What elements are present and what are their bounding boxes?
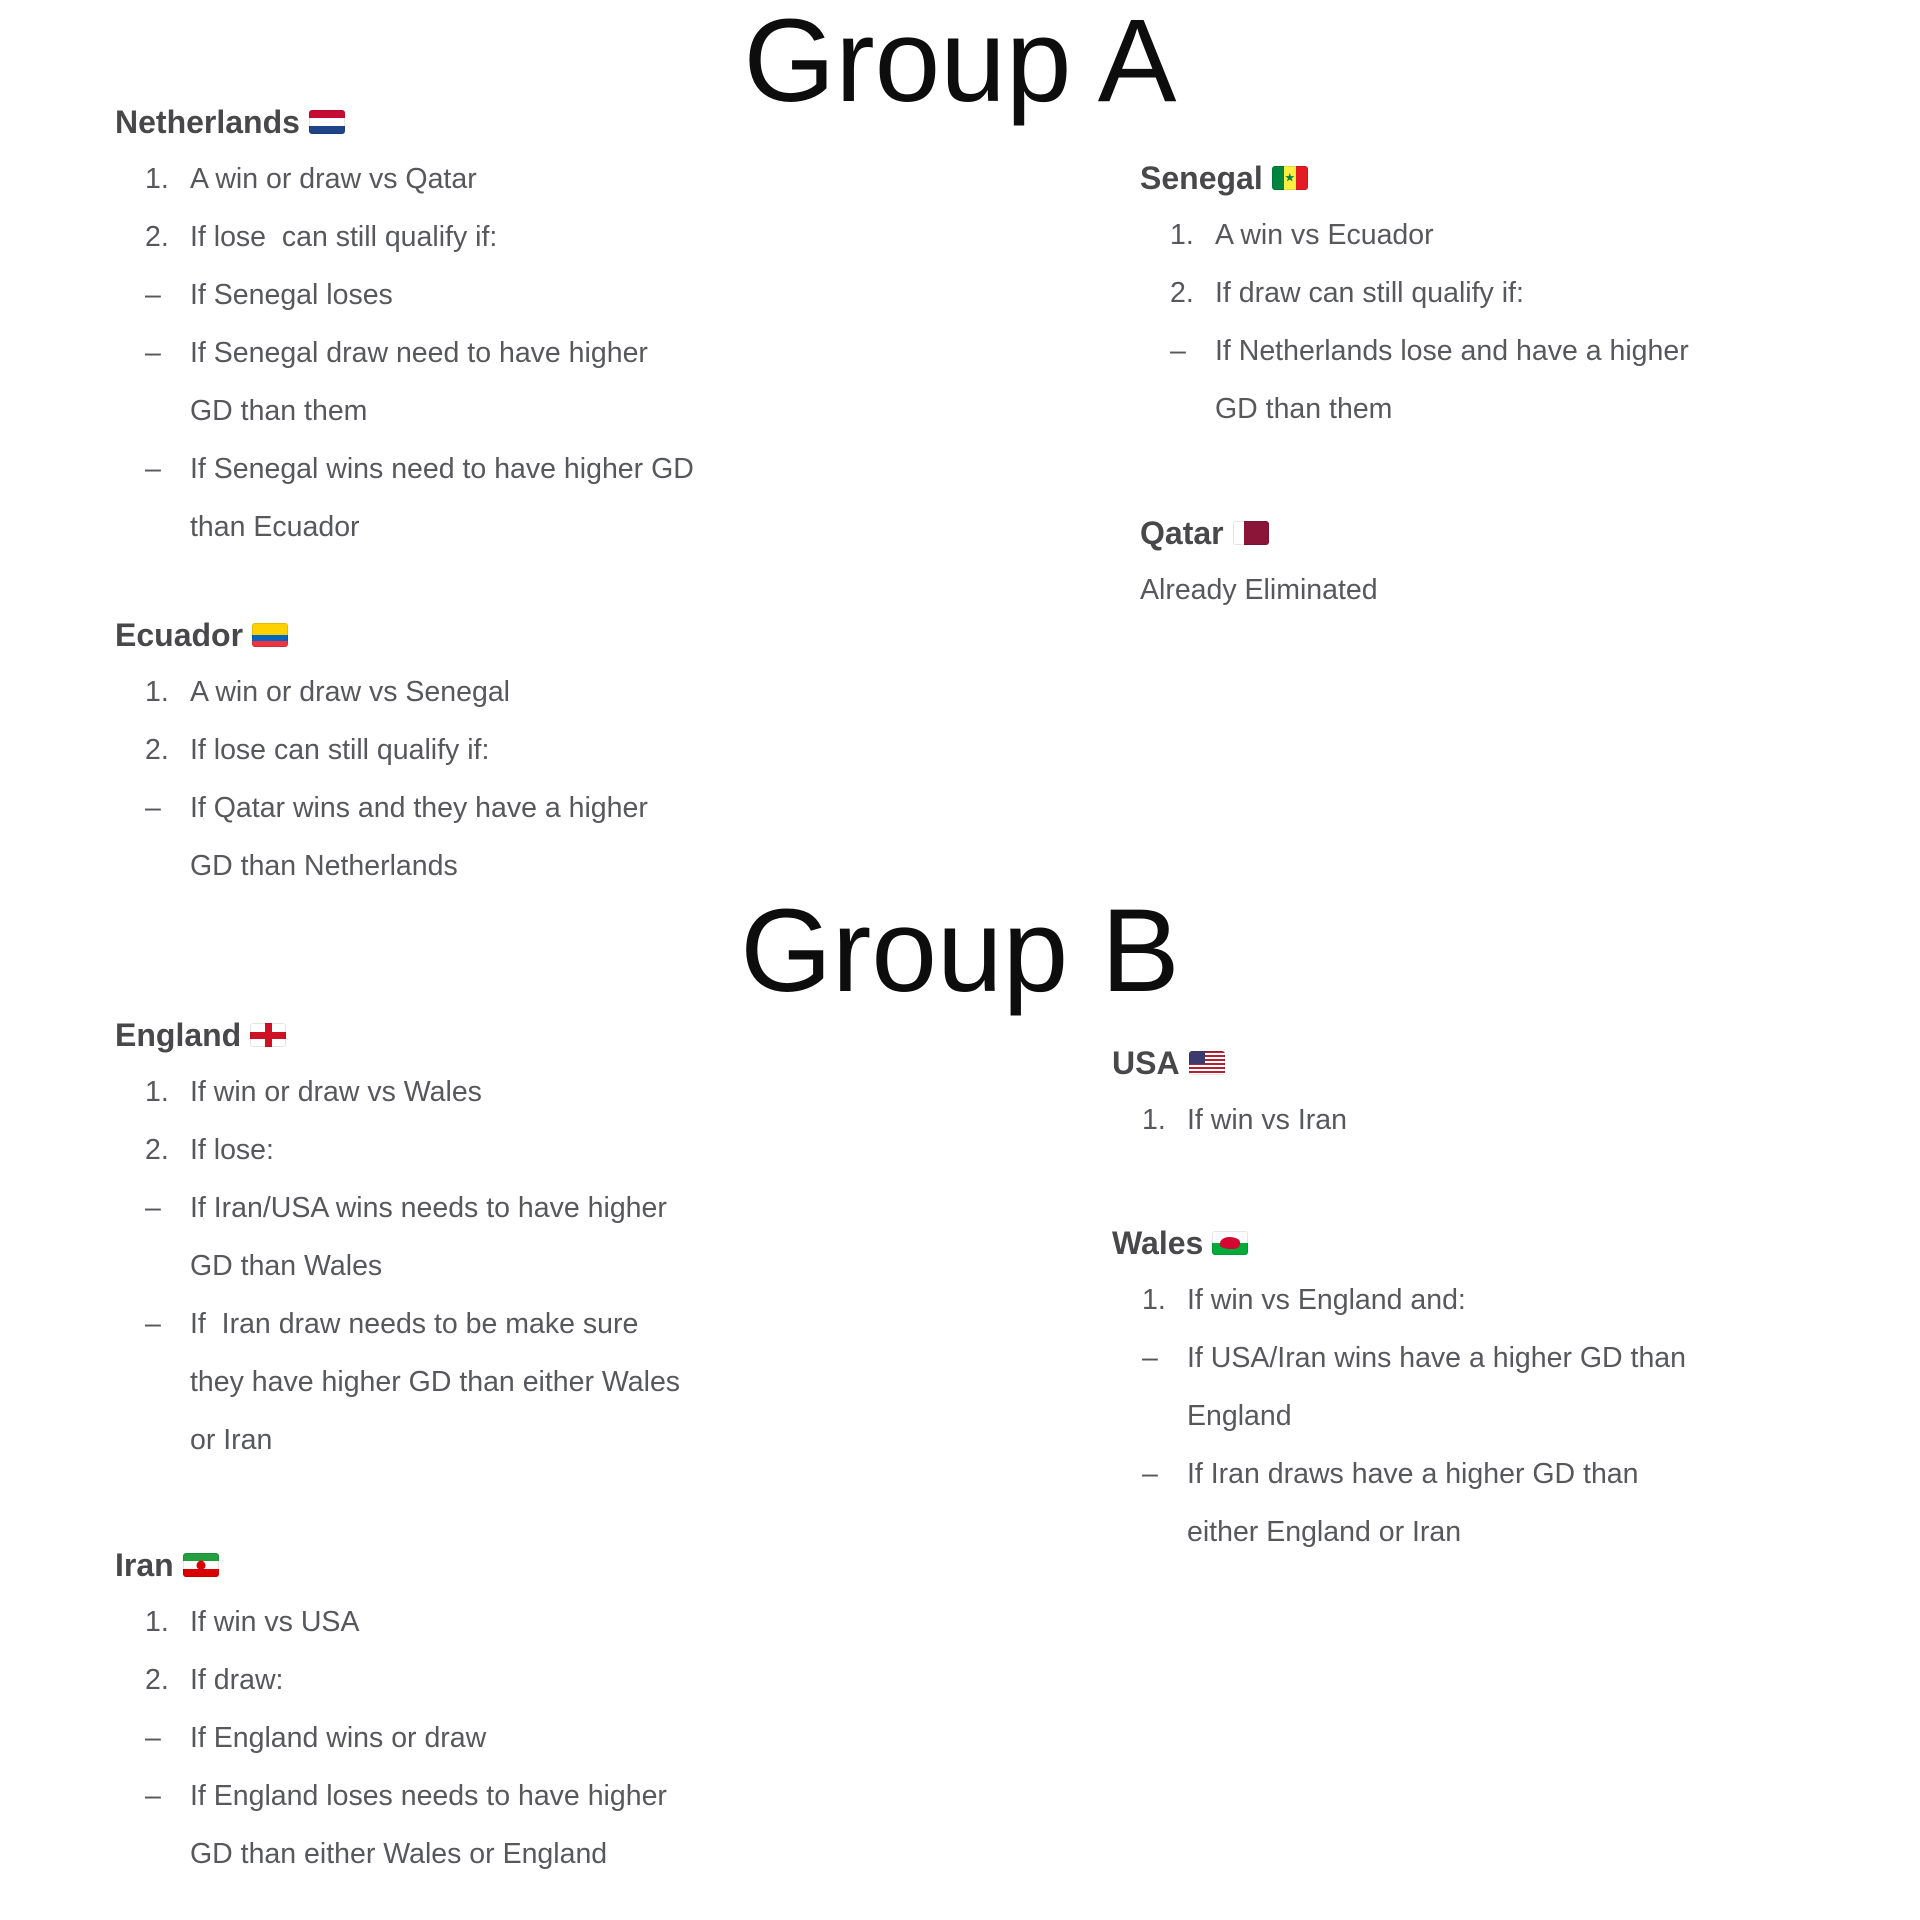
team-name: USA [1112, 1045, 1180, 1081]
scenario-text: If win or draw vs Wales [190, 1076, 482, 1108]
team-name: England [115, 1017, 242, 1053]
scenario-item-continuation [115, 382, 694, 440]
team-name: Qatar [1140, 515, 1224, 551]
scenario-list [115, 663, 648, 895]
list-marker: 2. [145, 221, 169, 253]
scenario-text: If Netherlands lose and have a higher [1215, 335, 1689, 367]
netherlands-flag-icon [309, 110, 345, 134]
scenario-item-continuation [1112, 1387, 1686, 1445]
scenario-text: or Iran [190, 1424, 273, 1456]
scenario-text: If England loses needs to have higher [190, 1780, 667, 1812]
status-note: Already Eliminated [1140, 574, 1378, 606]
scenario-text: GD than either Wales or England [190, 1838, 608, 1870]
list-marker: 2. [145, 734, 169, 766]
scenario-item [115, 779, 648, 837]
list-marker: – [145, 1308, 161, 1340]
scenario-list [1112, 1091, 1347, 1149]
qatar-flag-icon [1233, 521, 1269, 545]
list-marker: – [145, 1192, 161, 1224]
scenario-list [1112, 1271, 1686, 1561]
scenario-text: If USA/Iran wins have a higher GD than [1187, 1342, 1687, 1374]
scenario-text: If Senegal loses [190, 279, 393, 311]
iran-flag-icon [183, 1553, 219, 1577]
scenario-text: A win or draw vs Qatar [190, 163, 477, 195]
team-name: Ecuador [115, 617, 244, 653]
scenario-item [1112, 1091, 1347, 1149]
scenario-text: If Iran draw needs to be make sure [190, 1308, 639, 1340]
team-heading-iran [115, 1543, 667, 1587]
scenario-item [115, 1709, 667, 1767]
team-heading-ecuador [115, 613, 648, 657]
section-ecuador [115, 613, 648, 895]
scenario-text: A win vs Ecuador [1215, 219, 1434, 251]
scenario-item [115, 1063, 680, 1121]
scenario-item [1112, 1329, 1686, 1387]
scenario-text: If lose: [190, 1134, 274, 1166]
list-marker: – [1142, 1458, 1158, 1490]
scenario-text: If Iran draws have a higher GD than [1187, 1458, 1639, 1490]
scenario-list [115, 150, 694, 556]
list-marker: 1. [1142, 1284, 1166, 1316]
scenario-item [115, 1179, 680, 1237]
wales-flag-icon [1212, 1231, 1248, 1255]
scenario-item-continuation [115, 1237, 680, 1295]
scenario-item-continuation [115, 1825, 667, 1883]
list-marker: 2. [145, 1664, 169, 1696]
scenario-text: GD than them [190, 395, 368, 427]
list-marker: 1. [145, 676, 169, 708]
scenario-text: they have higher GD than either Wales [190, 1366, 681, 1398]
team-name: Netherlands [115, 104, 300, 140]
scenario-item [115, 1593, 667, 1651]
list-marker: – [1170, 335, 1186, 367]
list-marker: – [145, 792, 161, 824]
section-netherlands [115, 100, 694, 556]
list-marker: 2. [1170, 277, 1194, 309]
scenario-item [115, 721, 648, 779]
scenario-text: If Qatar wins and they have a higher [190, 792, 648, 824]
scenario-text: If lose can still qualify if: [190, 734, 490, 766]
scenario-text: GD than Wales [190, 1250, 383, 1282]
section-senegal [1140, 156, 1689, 438]
scenario-item-continuation [115, 1411, 680, 1469]
section-iran [115, 1543, 667, 1883]
team-heading-senegal [1140, 156, 1689, 200]
list-marker: 2. [145, 1134, 169, 1166]
scenario-list [115, 1063, 680, 1469]
scenario-item [115, 324, 694, 382]
scenario-text: A win or draw vs Senegal [190, 676, 510, 708]
scenario-item-continuation [115, 498, 694, 556]
section-wales [1112, 1221, 1686, 1561]
section-qatar [1140, 511, 1378, 619]
section-england [115, 1013, 680, 1469]
list-marker: 1. [1170, 219, 1194, 251]
scenario-item-continuation [115, 837, 648, 895]
scenario-item [115, 440, 694, 498]
scenario-item [1112, 1445, 1686, 1503]
team-name: Wales [1112, 1225, 1204, 1261]
scenario-text: England [1187, 1400, 1292, 1432]
scenario-text: If Iran/USA wins needs to have higher [190, 1192, 667, 1224]
scenario-item-continuation [1140, 380, 1689, 438]
team-heading-usa [1112, 1041, 1347, 1085]
scenario-text: If Senegal wins need to have higher GD [190, 453, 694, 485]
scenario-item [1140, 322, 1689, 380]
team-heading-wales [1112, 1221, 1686, 1265]
list-marker: – [145, 337, 161, 369]
list-marker: – [145, 279, 161, 311]
team-heading-netherlands [115, 100, 694, 144]
scenario-list [115, 1593, 667, 1883]
section-usa [1112, 1041, 1347, 1149]
england-flag-icon [250, 1023, 286, 1047]
scenario-list [1140, 206, 1689, 438]
scenario-item [1140, 264, 1689, 322]
scenario-item [115, 1767, 667, 1825]
scenario-item [115, 266, 694, 324]
group-b-title: Group B [740, 885, 1180, 1017]
list-marker: 1. [145, 1606, 169, 1638]
scenario-text: If draw: [190, 1664, 284, 1696]
senegal-flag-icon [1272, 166, 1308, 190]
team-heading-qatar [1140, 511, 1378, 555]
scenario-text: than Ecuador [190, 511, 360, 543]
scenario-text: If Senegal draw need to have higher [190, 337, 648, 369]
scenario-text: If win vs England and: [1187, 1284, 1466, 1316]
usa-flag-icon [1189, 1051, 1225, 1075]
scenario-item [115, 663, 648, 721]
group-a-title: Group A [743, 0, 1177, 127]
scenario-item [1140, 206, 1689, 264]
team-name: Iran [115, 1547, 174, 1583]
scenario-text: If lose can still qualify if: [190, 221, 498, 253]
scenario-text: If draw can still qualify if: [1215, 277, 1524, 309]
scenario-text: If win vs Iran [1187, 1104, 1347, 1136]
scenario-item [115, 208, 694, 266]
scenario-item [1112, 1271, 1686, 1329]
team-name: Senegal [1140, 160, 1263, 196]
scenario-item [115, 150, 694, 208]
list-marker: – [1142, 1342, 1158, 1374]
scenario-text: either England or Iran [1187, 1516, 1462, 1548]
list-marker: 1. [145, 1076, 169, 1108]
scenario-item [115, 1121, 680, 1179]
list-marker: 1. [145, 163, 169, 195]
scenario-item [115, 1295, 680, 1353]
scenario-text: If England wins or draw [190, 1722, 487, 1754]
list-marker: – [145, 453, 161, 485]
scenario-text: GD than them [1215, 393, 1393, 425]
list-marker: – [145, 1780, 161, 1812]
scenario-text: If win vs USA [190, 1606, 360, 1638]
scenario-text: GD than Netherlands [190, 850, 458, 882]
list-marker: – [145, 1722, 161, 1754]
ecuador-flag-icon [252, 623, 288, 647]
list-marker: 1. [1142, 1104, 1166, 1136]
team-heading-england [115, 1013, 680, 1057]
scenario-item [115, 1651, 667, 1709]
scenario-item-continuation [115, 1353, 680, 1411]
scenario-item-continuation [1112, 1503, 1686, 1561]
